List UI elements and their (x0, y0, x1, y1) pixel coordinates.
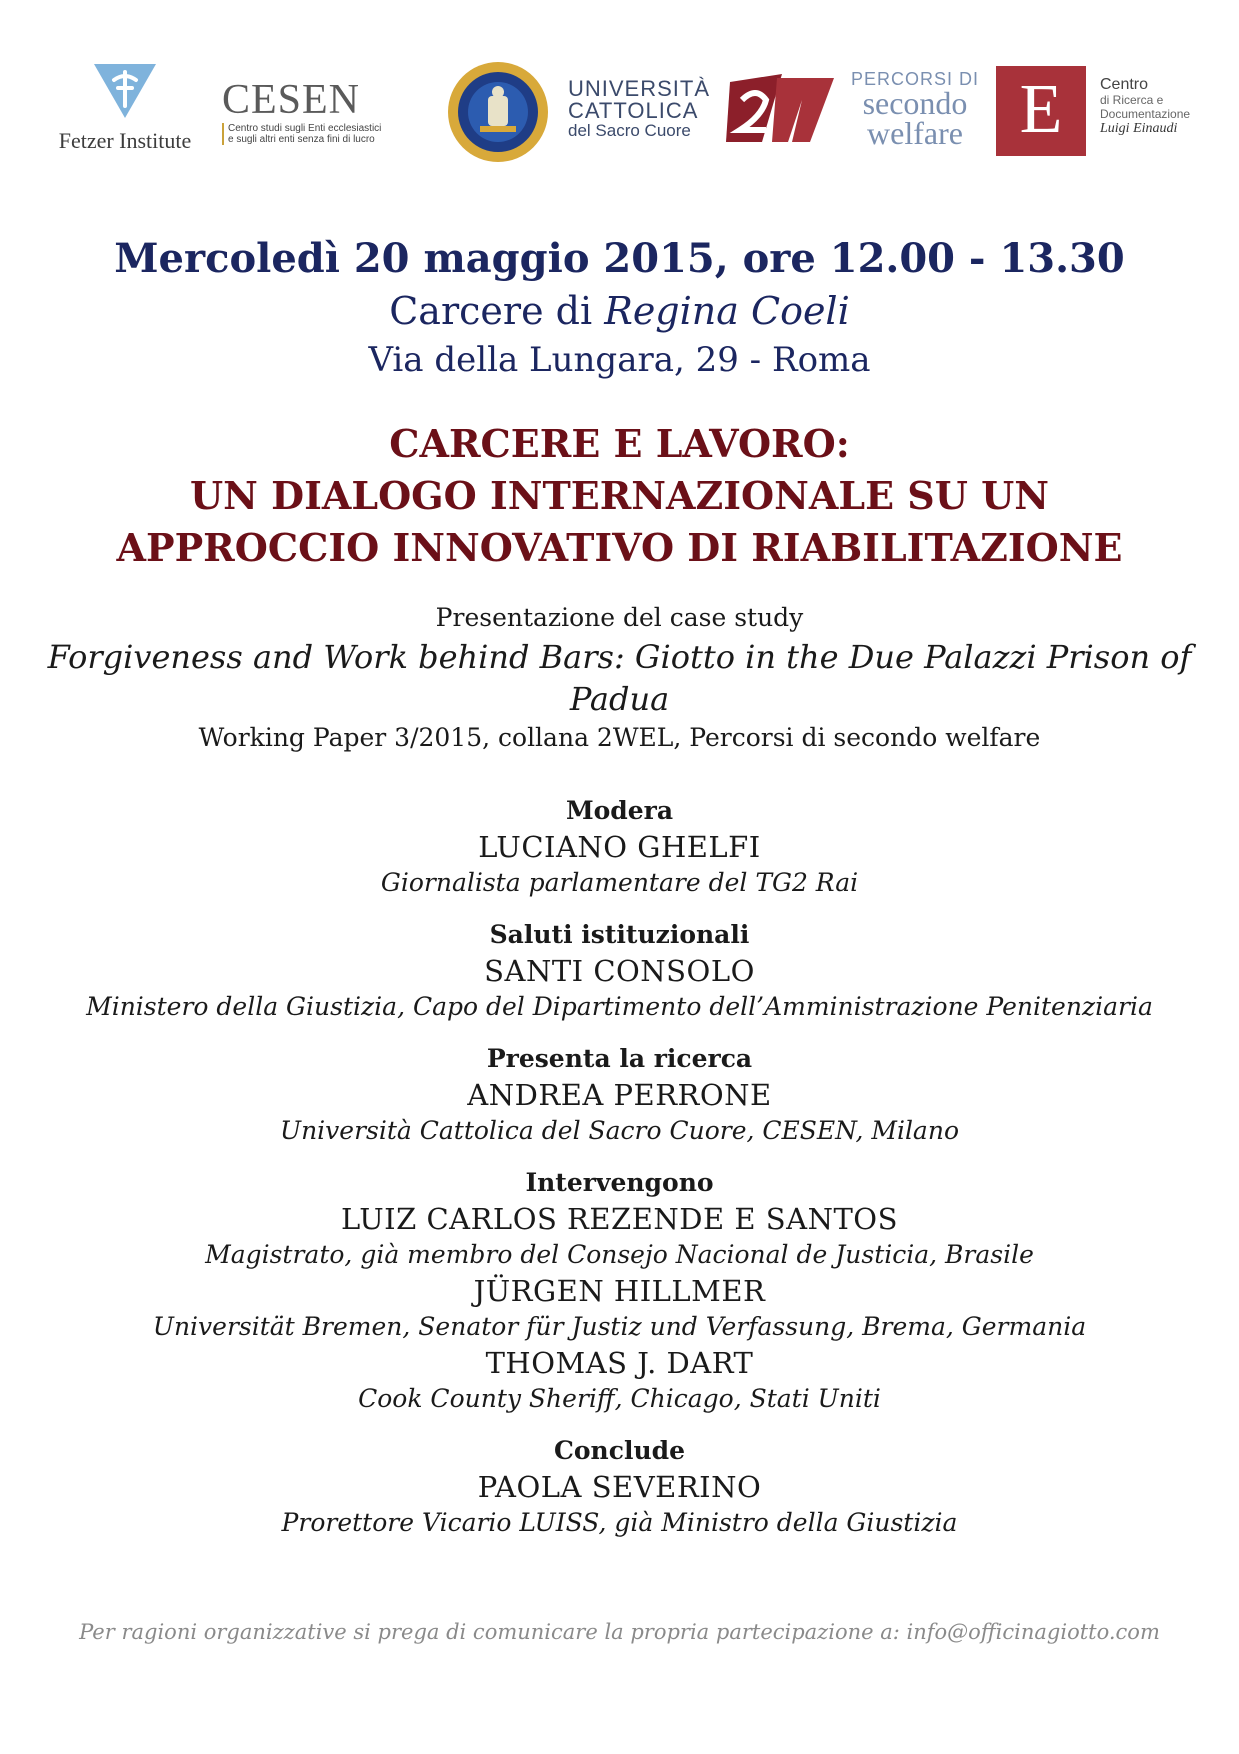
main-content (0, 232, 1239, 1540)
venue-prefix: Carcere di (389, 289, 605, 333)
program-role: Saluti istituzionali (489, 920, 750, 949)
speaker-affiliation: Prorettore Vicario LUISS, già Ministro della Giustizia (281, 1508, 958, 1537)
speaker-name: LUCIANO GHELFI (478, 830, 761, 864)
presentation-intro: Presentazione del case study (435, 603, 804, 632)
fetzer-bird-icon (90, 62, 160, 122)
event-date: Mercoledì 20 maggio 2015, ore 12.00 - 13.30 (114, 235, 1125, 282)
program-role: Presenta la ricerca (486, 1044, 753, 1073)
speaker-name: SANTI CONSOLO (484, 954, 755, 988)
secondo-welfare-line3: welfare (867, 115, 963, 151)
secondo-welfare-line2: secondo (862, 85, 968, 121)
title-line1: CARCERE E LAVORO: (389, 421, 850, 466)
einaudi-line2: di Ricerca e (1100, 93, 1164, 107)
program-block-conclude (0, 1434, 1239, 1540)
ucsc-seal-icon (446, 60, 550, 164)
event-title (0, 418, 1239, 574)
program-role: Modera (565, 796, 674, 825)
venue-name: Regina Coeli (604, 289, 850, 333)
paper-title: Forgiveness and Work behind Bars: Giotto in the Due Palazzi Prison of Padua (47, 638, 1192, 718)
program-role: Intervengono (525, 1168, 714, 1197)
secondo-welfare-line1: PERCORSI DI (850, 69, 980, 89)
einaudi-mark-letter: E (1019, 71, 1063, 148)
speaker-affiliation: Università Cattolica del Sacro Cuore, CESEN, Milano (280, 1116, 959, 1145)
program-role: Conclude (553, 1436, 686, 1465)
speaker-name: ANDREA PERRONE (467, 1078, 772, 1112)
cesen-tagline (222, 123, 422, 145)
secondo-welfare-text (840, 69, 990, 151)
speaker-name: LUIZ CARLOS REZENDE E SANTOS (341, 1202, 898, 1236)
fetzer-institute-name: Fetzer Institute (58, 128, 192, 153)
einaudi-logo-text (1100, 76, 1230, 137)
cesen-tagline-line2: e sugli altri enti senza fini di lucro (228, 134, 375, 145)
secondo-welfare-2w-icon (722, 70, 837, 150)
fetzer-institute-logo (30, 62, 220, 157)
secondo-welfare-mark (722, 70, 837, 150)
logo-strip (0, 0, 1239, 180)
rsvp-footer: Per ragioni organizzative si prega di comunicare la propria partecipazione a: info@officinagiotto.com (79, 1620, 1160, 1644)
speaker-affiliation: Cook County Sheriff, Chicago, Stati Uniti (358, 1384, 881, 1413)
speaker-affiliation: Ministero della Giustizia, Capo del Dipartimento dell’Amministrazione Penitenziaria (86, 992, 1153, 1021)
ucsc-line3: del Sacro Cuore (568, 121, 691, 140)
program-block-modera (0, 794, 1239, 900)
ucsc-logo-text (568, 76, 711, 140)
program-block-intervengono (0, 1166, 1239, 1416)
speaker-name: THOMAS J. DART (485, 1346, 754, 1380)
speaker-affiliation: Magistrato, già membro del Consejo Nacional de Justicia, Brasile (205, 1240, 1034, 1269)
program-block-presenta (0, 1042, 1239, 1148)
speaker-name: PAOLA SEVERINO (477, 1470, 762, 1504)
cesen-name: CESEN (222, 77, 361, 123)
working-paper-info: Working Paper 3/2015, collana 2WEL, Percorsi di secondo welfare (198, 723, 1041, 752)
cesen-tagline-line1: Centro studi sugli Enti ecclesiastici (228, 123, 382, 134)
event-venue (0, 286, 1239, 336)
cesen-logo (222, 77, 422, 150)
einaudi-mark-icon (996, 66, 1086, 156)
ucsc-line1: UNIVERSITÀ (568, 76, 711, 101)
program-block-saluti (0, 918, 1239, 1024)
speaker-affiliation: Universität Bremen, Senator für Justiz und Verfassung, Brema, Germania (152, 1312, 1087, 1341)
event-address: Via della Lungara, 29 - Roma (368, 340, 871, 380)
speaker-affiliation: Giornalista parlamentare del TG2 Rai (380, 868, 859, 897)
speaker-name: JÜRGEN HILLMER (473, 1274, 766, 1308)
ucsc-line2: CATTOLICA (568, 98, 699, 123)
title-line2: UN DIALOGO INTERNAZIONALE SU UN (190, 473, 1049, 518)
einaudi-line3: Documentazione (1100, 107, 1191, 121)
einaudi-line1: Centro (1100, 76, 1149, 93)
title-line3: APPROCCIO INNOVATIVO DI RIABILITAZIONE (116, 525, 1123, 570)
einaudi-line4: Luigi Einaudi (1100, 121, 1178, 136)
